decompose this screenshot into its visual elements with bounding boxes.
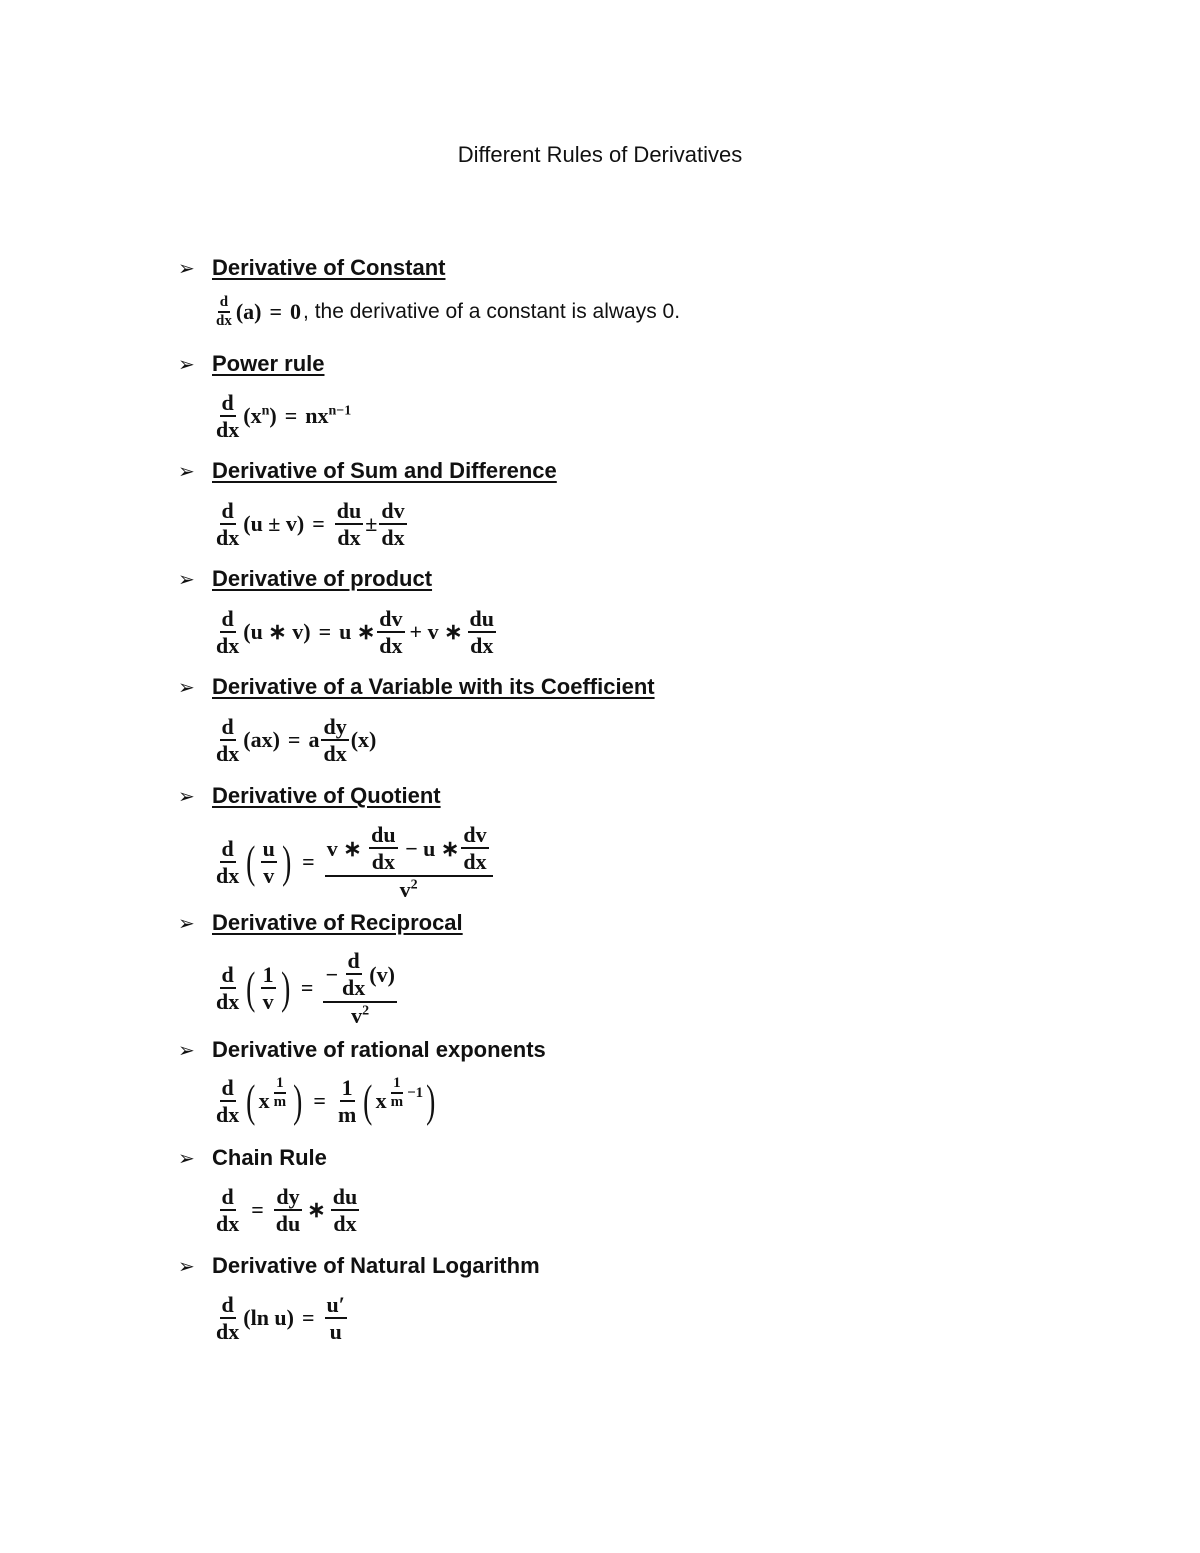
- section-heading: Derivative of Quotient: [212, 783, 441, 808]
- section-heading: Derivative of a Variable with its Coefficient: [212, 674, 655, 699]
- constant-note: , the derivative of a constant is always 0.: [303, 300, 681, 324]
- section-sum-difference: [178, 458, 557, 484]
- formula-reciprocal: $\frac{d}{dx}$ ( $\frac{1}{v}$ ) = − $\frac{d}{dx}$ (v) $v^2$: [216, 948, 395, 1028]
- section-heading: Derivative of rational exponents: [212, 1037, 546, 1062]
- formula-chain-rule: $\frac{d}{dx}$ = $\frac{dy}{du}$ ∗ $\frac{du}{dx}$: [216, 1184, 358, 1237]
- arrow-bullet-icon: ➢: [178, 1147, 195, 1170]
- section-heading: Derivative of product: [212, 566, 433, 591]
- formula-product: $\frac{d}{dx}$ (u ∗ v) = u ∗ $\frac{dv}{dx}$ + v ∗ $\frac{du}{dx}$: [216, 606, 495, 659]
- section-power-rule: [178, 351, 324, 377]
- section-heading: Power rule: [212, 351, 325, 376]
- formula-constant: $\frac{d}{dx}$ (a) = 0 , the derivative of a constant is always 0.: [216, 294, 681, 330]
- section-constant: [178, 255, 446, 281]
- section-variable-coefficient: [178, 674, 655, 700]
- section-heading: Derivative of Constant: [212, 255, 446, 280]
- section-product: [178, 566, 432, 592]
- section-rational-exponents: [178, 1037, 546, 1063]
- section-heading: Derivative of Sum and Difference: [212, 458, 557, 483]
- formula-variable-coefficient: $\frac{d}{dx}$ (ax) = a $\frac{dy}{dx}$ (x): [216, 714, 377, 767]
- arrow-bullet-icon: ➢: [178, 257, 195, 280]
- section-chain-rule: [178, 1145, 327, 1171]
- arrow-bullet-icon: ➢: [178, 676, 195, 699]
- page-title: Different Rules of Derivatives: [457, 142, 743, 167]
- arrow-bullet-icon: ➢: [178, 353, 195, 376]
- section-reciprocal: [178, 910, 463, 936]
- arrow-bullet-icon: ➢: [178, 785, 195, 808]
- formula-rational-exponents: $\frac{d}{dx}$ ( x $\frac{1}{m}$ ) = $\frac{1}{m}$ ( x $\frac{1}{m}$ −1 ): [216, 1075, 436, 1128]
- section-heading: Chain Rule: [212, 1145, 327, 1170]
- section-heading: Derivative of Reciprocal: [212, 910, 463, 935]
- section-heading: Derivative of Natural Logarithm: [212, 1253, 540, 1278]
- section-natural-logarithm: [178, 1253, 540, 1279]
- formula-quotient: $\frac{d}{dx}$ ( $\frac{u}{v}$ ) = v ∗ $\frac{du}{dx}$ − u ∗ $\frac{dv}{dx}$ $v^2$: [212, 822, 495, 902]
- arrow-bullet-icon: ➢: [178, 1255, 195, 1278]
- arrow-bullet-icon: ➢: [178, 568, 195, 591]
- arrow-bullet-icon: ➢: [178, 912, 195, 935]
- arrow-bullet-icon: ➢: [178, 460, 195, 483]
- section-quotient: [178, 783, 441, 809]
- formula-power-rule: $\frac{d}{dx}$ $(x^n)$ = $nx^{n-1}$: [216, 390, 352, 443]
- formula-sum-difference: $\frac{d}{dx}$ (u ± v) = $\frac{du}{dx}$ ± $\frac{dv}{dx}$: [216, 498, 405, 551]
- formula-natural-logarithm: $\frac{d}{dx}$ (ln u) = $\frac{u'}{u}$: [216, 1292, 345, 1345]
- arrow-bullet-icon: ➢: [178, 1039, 195, 1062]
